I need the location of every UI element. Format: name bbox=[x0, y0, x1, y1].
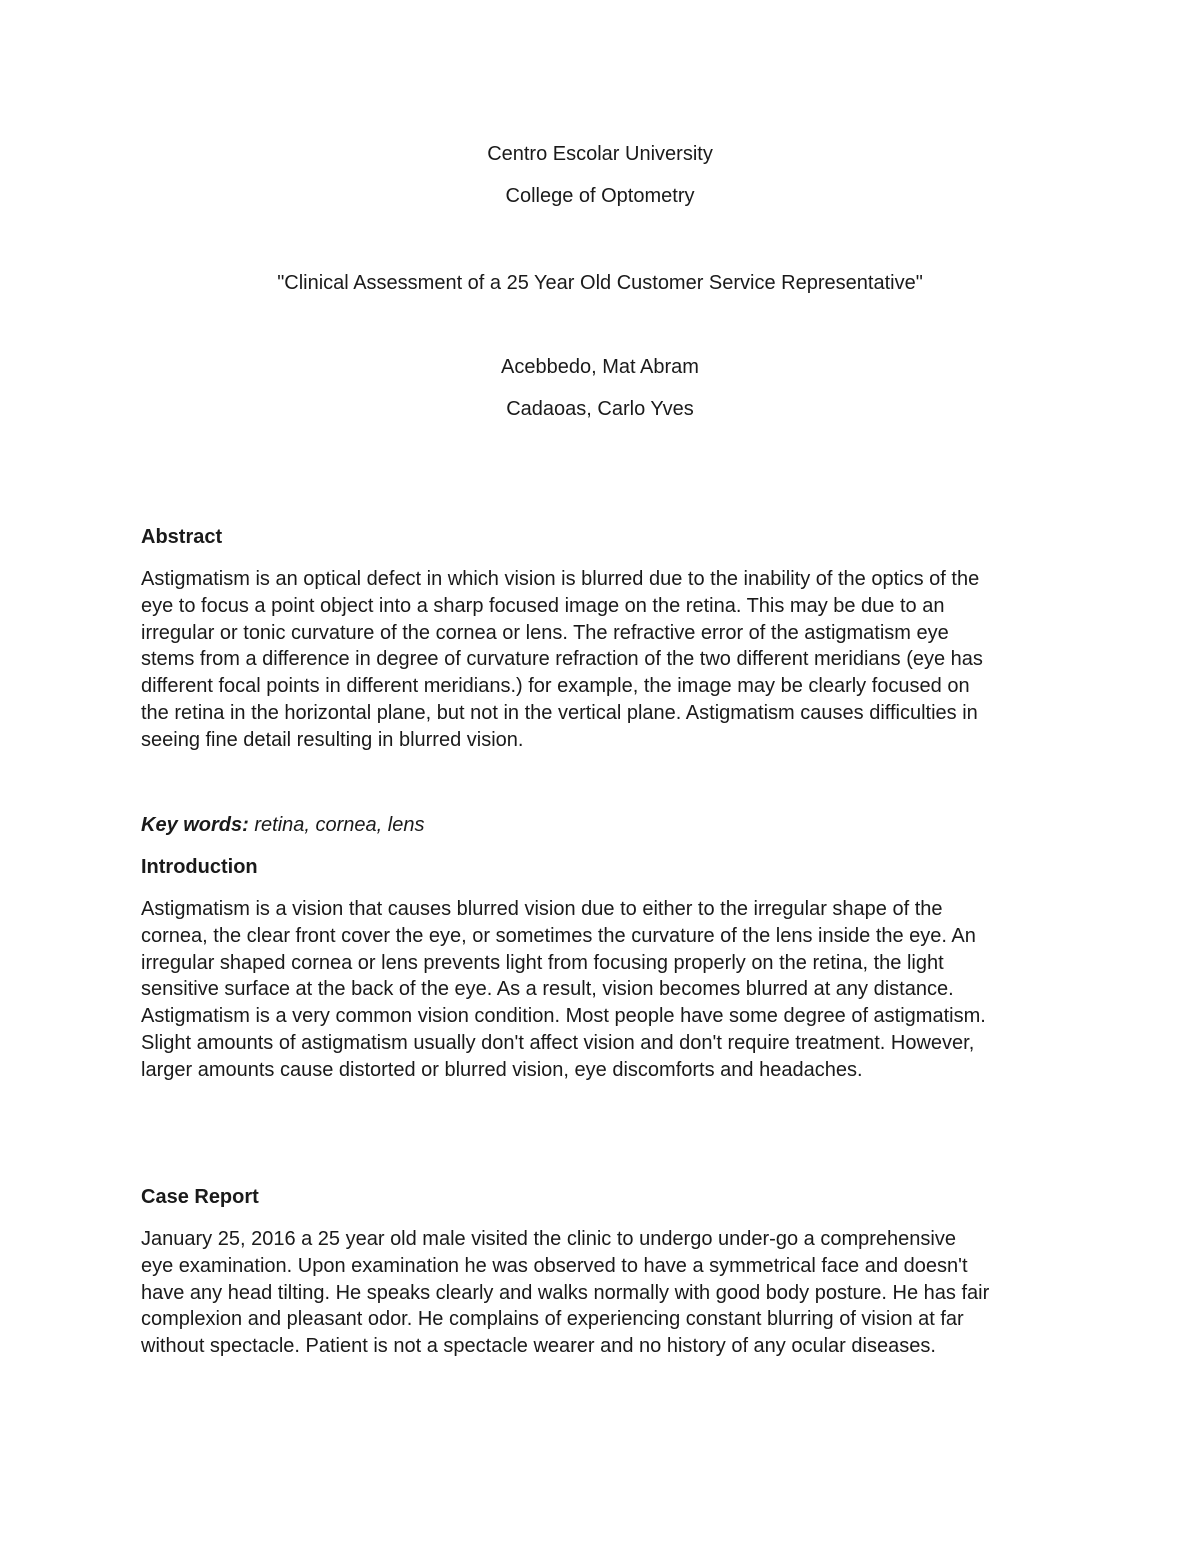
case-report-line: have any head tilting. He speaks clearly and walks normally with good body posture. He has fair bbox=[141, 1281, 990, 1304]
document-title: "Clinical Assessment of a 25 Year Old Customer Service Representative" bbox=[277, 272, 923, 294]
abstract-line: stems from a difference in degree of curvature refraction of the two different meridians (eye has bbox=[141, 648, 983, 671]
introduction-body bbox=[141, 896, 1066, 1084]
university-name: Centro Escolar University bbox=[487, 143, 713, 165]
abstract-line: irregular or tonic curvature of the cornea or lens. The refractive error of the astigmatism eye bbox=[141, 621, 949, 644]
introduction-line: Slight amounts of astigmatism usually don't affect vision and don't require treatment. However, bbox=[141, 1031, 975, 1054]
introduction-line: cornea, the clear front cover the eye, or sometimes the curvature of the lens inside the eye. An bbox=[141, 924, 976, 947]
abstract-line: the retina in the horizontal plane, but not in the vertical plane. Astigmatism causes difficulties in bbox=[141, 701, 978, 724]
abstract-line: seeing fine detail resulting in blurred vision. bbox=[141, 728, 524, 751]
keywords-values: retina, cornea, lens bbox=[248, 814, 425, 836]
author-1: Acebbedo, Mat Abram bbox=[501, 356, 699, 378]
abstract-line: Astigmatism is an optical defect in which vision is blurred due to the inability of the optics of the bbox=[141, 568, 980, 590]
introduction-line: Astigmatism is a vision that causes blurred vision due to either to the irregular shape of the bbox=[141, 898, 943, 920]
abstract-line: eye to focus a point object into a sharp focused image on the retina. This may be due to an bbox=[141, 594, 945, 617]
introduction-line: Astigmatism is a very common vision condition. Most people have some degree of astigmatism. bbox=[141, 1005, 986, 1028]
case-report-line: complexion and pleasant odor. He complains of experiencing constant blurring of vision at far bbox=[141, 1308, 964, 1331]
college-name: College of Optometry bbox=[505, 185, 695, 207]
abstract-line: different focal points in different meridians.) for example, the image may be clearly focused on bbox=[141, 675, 970, 698]
case-report-body bbox=[141, 1226, 1066, 1360]
case-report-heading: Case Report bbox=[141, 1186, 259, 1208]
abstract-body bbox=[141, 566, 1066, 754]
abstract-heading: Abstract bbox=[141, 526, 223, 548]
keywords-label: Key words: bbox=[141, 814, 249, 836]
introduction-heading: Introduction bbox=[141, 856, 258, 878]
case-report-line: January 25, 2016 a 25 year old male visited the clinic to undergo under-go a comprehensive bbox=[141, 1228, 956, 1250]
case-report-line: without spectacle. Patient is not a spectacle wearer and no history of any ocular diseases. bbox=[141, 1335, 936, 1358]
keywords bbox=[141, 812, 424, 838]
introduction-line: larger amounts cause distorted or blurred vision, eye discomforts and headaches. bbox=[141, 1058, 863, 1081]
introduction-line: sensitive surface at the back of the eye. As a result, vision becomes blurred at any distance. bbox=[141, 978, 954, 1001]
introduction-line: irregular shaped cornea or lens prevents light from focusing properly on the retina, the light bbox=[141, 951, 944, 974]
author-2: Cadaoas, Carlo Yves bbox=[506, 398, 694, 420]
case-report-line: eye examination. Upon examination he was observed to have a symmetrical face and doesn't bbox=[141, 1254, 968, 1277]
